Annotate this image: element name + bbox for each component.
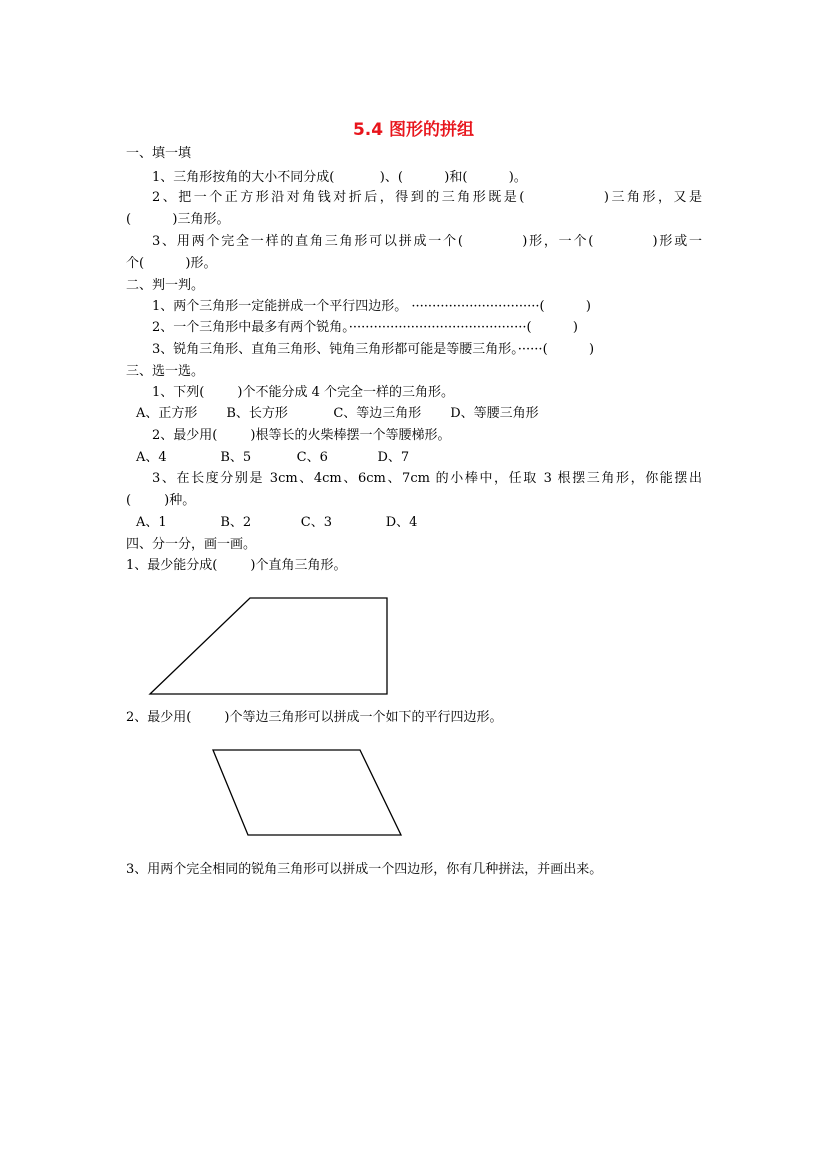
- section1-question3-line2: 个( )形。: [126, 256, 217, 271]
- section1-question3-line1: 3、用两个完全一样的直角三角形可以拼成一个( )形，一个( )形或一: [152, 234, 702, 249]
- parallelogram-figure: [205, 742, 405, 842]
- section4-question3: 3、用两个完全相同的锐角三角形可以拼成一个四边形，你有几种拼法，并画出来。: [126, 862, 603, 877]
- section1-question1: 1、三角形按角的大小不同分成( )、( )和( )。: [152, 170, 527, 185]
- page-title: 5.4 图形的拼组: [352, 120, 475, 140]
- section3-question2-options: A、4 B、5 C、6 D、7: [136, 450, 410, 465]
- section2-question2: 2、一个三角形中最多有两个锐角。···········································( ): [152, 320, 578, 335]
- section3-question3-line2: ( )种。: [126, 493, 196, 508]
- section3-question2: 2、最少用( )根等长的火柴棒摆一个等腰梯形。: [152, 428, 451, 443]
- section4-question2: 2、最少用( )个等边三角形可以拼成一个如下的平行四边形。: [126, 710, 503, 725]
- section4-heading: 四、分一分，画一画。: [126, 537, 257, 552]
- section1-question2-line2: ( )三角形。: [126, 212, 230, 227]
- parallelogram-shape: [213, 750, 401, 835]
- section3-question3-line1: 3、在长度分别是 3cm、4cm、6cm、7cm 的小棒中，任取 3 根摆三角形，你能摆出: [152, 471, 702, 486]
- section3-question1: 1、下列( )个不能分成 4 个完全一样的三角形。: [152, 385, 455, 400]
- section4-question1: 1、最少能分成( )个直角三角形。: [126, 558, 347, 573]
- section2-question3: 3、锐角三角形、直角三角形、钝角三角形都可能是等腰三角形。······( ): [152, 342, 595, 357]
- section2-question1: 1、两个三角形一定能拼成一个平行四边形。 ·······························( ): [152, 299, 591, 314]
- section3-question3-options: A、1 B、2 C、3 D、4: [136, 515, 418, 530]
- trapezoid-figure: [140, 590, 400, 700]
- section1-question2-line1: 2、把一个正方形沿对角钱对折后，得到的三角形既是( )三角形，又是: [152, 190, 702, 205]
- section2-heading: 二、判一判。: [126, 278, 205, 293]
- section3-heading: 三、选一选。: [126, 364, 205, 379]
- section1-heading: 一、填一填: [126, 146, 192, 161]
- right-trapezoid-shape: [150, 598, 387, 694]
- section3-question1-options: A、正方形 B、长方形 C、等边三角形 D、等腰三角形: [136, 406, 539, 421]
